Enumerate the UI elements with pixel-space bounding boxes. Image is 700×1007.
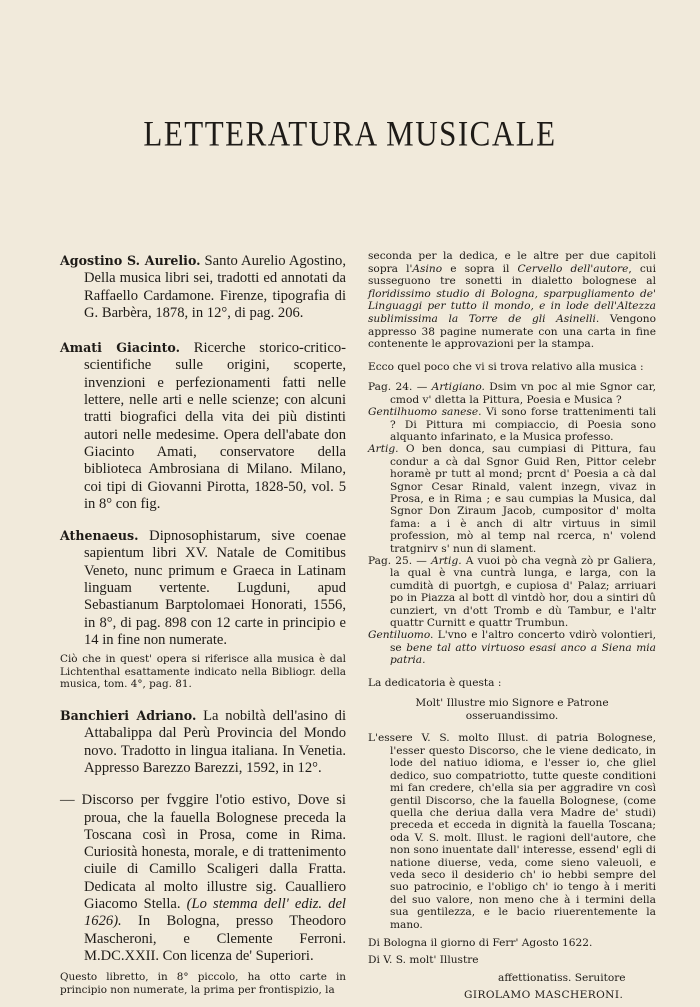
entry-body: Dipnosophistarum, sive coenae sapientum libri XV. Natale de Comitibus Veneto, nunc primum e Graeca in Latinam linguam vertente. Lugduni, apud Sebastianum Barptolomaei Honorati, 1556, in 8°, di pag. 898 con 12 carte in principio e 14 in fine non numerate. bbox=[84, 528, 346, 648]
dialogue-line bbox=[368, 443, 656, 555]
dialogue-line bbox=[368, 381, 656, 406]
italic-text: bene tal atto virtuoso esasi anco a Siena mia patria. bbox=[390, 641, 656, 667]
closing: Di V. S. molt' Illustre bbox=[368, 953, 479, 966]
dialogue-line bbox=[368, 406, 656, 443]
text: L'vno e l'altro concerto vdirò volontieri, se bbox=[390, 629, 656, 654]
left-column bbox=[60, 252, 346, 996]
speaker: Gentiluomo. bbox=[368, 629, 434, 642]
entry-athenaeus bbox=[60, 527, 346, 649]
text: Vi sono forse trattenimenti tali ? Di Pittura mi compiaccio, di Poesia sono alquanto infarinato, e la Musica professo. bbox=[390, 406, 656, 443]
entry-head: Amati Giacinto. bbox=[60, 340, 180, 356]
closing: affettionatiss. Seruitore bbox=[498, 972, 626, 985]
italic-text: Cervello dell'autore bbox=[517, 262, 629, 275]
dedication-text: L'essere V. S. molto Illust. di patria Bolognese, l'esser questo Discorso, che le viene dedicato, in lode del natiuo idioma, e l'esser io, che gliel dedico, suo compatriotto, tutte queste conditioni mi fan credere, ch'ella sia per aggradire vn così gentil Discorso, che la fauella Bolognese, (come quella che deriua dalla vera Madre de' studi) preceda et ecceda in dignità la fauella Toscana; oda V. S. molt. Illust. le ragioni dell'autore, che non sono inuentate dall' interesse, essend' egli di natione diuerse, veda, come sieno valeuoli, e veda seco il desiderio ch' io hebbi sempre del suo patrocinio, e l'obligo ch' io tengo à i meriti del suo valore, non meno che à i termini della sua gentilezza, e le bacio riuerentemente la mano. bbox=[368, 732, 656, 931]
paragraph: La dedicatoria è questa : bbox=[368, 676, 502, 689]
entry-italic: (Lo stemma dell' ediz. del 1626). bbox=[84, 895, 346, 930]
entry-body: Santo Aurelio Agostino, Della musica libri sei, tradotti ed annotati da Raffaello Cardamone. Firenze, tipografia di G. Barbèra, 1878, in 12°, di pag. 206. bbox=[84, 253, 346, 321]
entry-agostino bbox=[60, 252, 346, 322]
text: Vengono appresso 38 pagine numerate con una carta in fine contenente le approvazioni per la stampa. bbox=[368, 312, 656, 351]
entry-head: Banchieri Adriano. bbox=[60, 708, 197, 724]
salutation: osseruandissimo. bbox=[465, 709, 559, 722]
paragraph: Ecco quel poco che vi si trova relativo alla musica : bbox=[368, 360, 644, 373]
text: seconda per la dedica, e le altre per due capitoli sopra l' bbox=[368, 250, 656, 275]
italic-text: floridissimo studio di Bologna, sparpugliamento de' Linguaggi per tutto il mondo, e in lode dell'Altezza sublimissima la Torre de gli Asinelli. bbox=[368, 287, 656, 325]
text: Dsim vn poc al mie Sgnor car, cmod v' dletta la Pittura, Poesia e Musica ? bbox=[390, 381, 656, 406]
entry-discorso bbox=[60, 792, 346, 965]
page-title: LETTERATURA MUSICALE bbox=[143, 113, 557, 154]
paragraph bbox=[368, 250, 656, 351]
speaker: Artig. bbox=[431, 555, 462, 568]
entry-note: Questo libretto, in 8° piccolo, ha otto carte in principio non numerate, la prima per frontispizio, la bbox=[60, 971, 346, 996]
signature: GIROLAMO MASCHERONI. bbox=[464, 988, 624, 1001]
entry-head: Agostino S. Aurelio. bbox=[60, 253, 201, 268]
entry-banchieri bbox=[60, 707, 346, 777]
right-column bbox=[368, 250, 656, 1001]
speaker: Artig. bbox=[368, 443, 399, 456]
entry-body: La nobiltà dell'asino di Attabalippa dal Perù Provincia del Mondo novo. Tradotto in lingua italiana. In Venetia. Appresso Barezzo Barezzi, 1592, in 12°. bbox=[84, 708, 346, 776]
text: e sopra il bbox=[442, 262, 518, 275]
italic-text: Asino bbox=[412, 262, 443, 275]
speaker: Gentilhuomo sanese. bbox=[368, 406, 482, 419]
text: A vuoi pò cha vegnà zò pr Galiera, la qual è vna cuntrà lunga, e larga, con la cumdità di puortgh, e cupiosa d' Palaz; arriuari po in Piazza al bott dl vintdò hor, dou a sintiri dû cunziert, vn d'ott Tromb e dù Tambur, e l'altr quattr Curnitt e quattr Trumbun. bbox=[390, 555, 656, 630]
entry-note: Ciò che in quest' opera si riferisce alla musica è dal Lichtenthal esattamente indicato nella Bibliogr. della musica, tom. 4°, pag. 81. bbox=[60, 653, 346, 691]
entry-body: — Discorso per fvggire l'otio estivo, Dove si proua, che la fauella Bolognese preceda la Toscana così in Prosa, come in Rima. Curiosità honesta, morale, e di trattenimento ciuile di Camillo Scaligeri dalla Fratta. Dedicata al molto illustre sig. Caualliero Giacomo Stella. bbox=[60, 792, 346, 912]
entry-head: Athenaeus. bbox=[60, 528, 139, 544]
salutation: Molt' Illustre mio Signore e Patrone bbox=[415, 697, 609, 710]
entry-amati bbox=[60, 339, 346, 513]
text: Pag. 25. — bbox=[368, 555, 432, 568]
text: Pag. 24. — bbox=[368, 381, 432, 394]
dialogue-line bbox=[368, 629, 656, 666]
dateline: Di Bologna il giorno di Ferr' Agosto 1622. bbox=[368, 936, 593, 949]
entry-body: In Bologna, presso Theodoro Mascheroni, e Clemente Ferroni. M.DC.XXII. Con licenza de' Superiori. bbox=[84, 913, 346, 964]
speaker: Artigiano. bbox=[431, 381, 485, 394]
entry-body: Ricerche storico-critico-scientifiche sulle origini, scoperte, invenzioni e perfezionamenti fatti nelle lettere, nelle arti e nelle scienze; con alcuni tratti biografici della vita dei più distinti autori nelle medesime. Opera dell'abate don Giacinto Amati, conservatore della biblioteca Ambrosiana di Milano. Milano, coi tipi di Giovanni Pirotta, 1828-50, vol. 5 in 8° con fig. bbox=[84, 340, 346, 512]
dialogue-line bbox=[368, 555, 656, 629]
text: O ben donca, sau cumpiasi di Pittura, fau condur a cà dal Sgnor Guid Ren, Pittor celebr horamè pr tutt al mond; prcnt d' Poesia a cà dal Sgnor Cesar Rinald, valent inzegn, vivaz in Prosa, e in Rima ; e sau cumpias la Musica, dal Sgnor Don Ziraum Jacob, cumpositor d' molta fama: a i è anch di altr virtuus in simil profession, mò al temp nal rcerca, n' volend tratgnirv s' nun di slament. bbox=[390, 443, 656, 555]
text: , cui susseguono tre sonetti in dialetto bolognese al bbox=[368, 262, 656, 288]
